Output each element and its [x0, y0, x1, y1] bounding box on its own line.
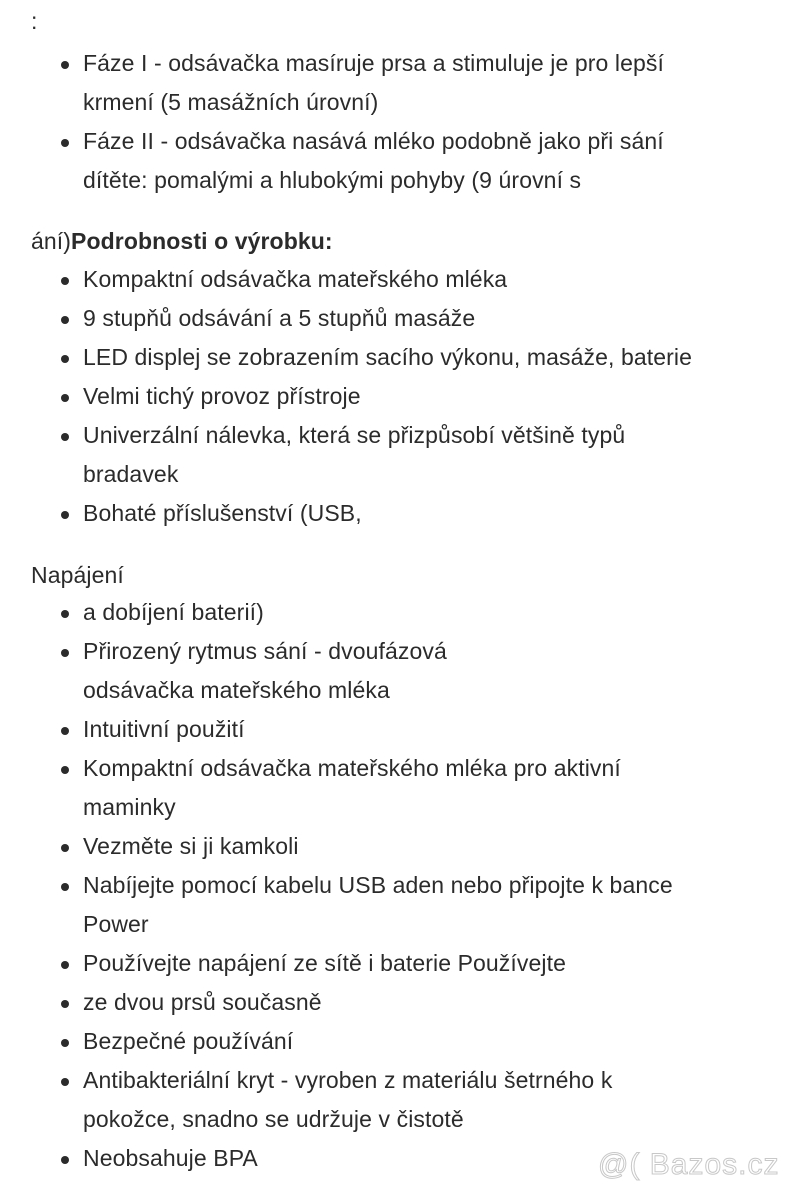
phases-list	[0, 44, 794, 200]
bullet-icon	[61, 1078, 69, 1086]
list-item: Bezpečné používání	[0, 1022, 794, 1061]
details-heading: ání)Podrobnosti o výrobku:	[31, 228, 333, 254]
bullet-icon	[61, 727, 69, 735]
bullet-icon	[61, 316, 69, 324]
list-item: Vezměte si ji kamkoli	[0, 827, 794, 866]
list-item: Nabíjejte pomocí kabelu USB aden nebo připojte k bance Power	[0, 866, 794, 944]
bullet-icon	[61, 1156, 69, 1164]
list-item: Bohaté příslušenství (USB,	[0, 494, 794, 533]
bullet-icon	[61, 883, 69, 891]
bullet-icon	[61, 277, 69, 285]
bullet-icon	[61, 61, 69, 69]
bullet-icon	[61, 961, 69, 969]
bullet-icon	[61, 139, 69, 147]
list-item: Přirozený rytmus sání - dvoufázová odsávačka mateřského mléka	[0, 632, 794, 710]
bullet-icon	[61, 1000, 69, 1008]
list-item: Fáze I - odsávačka masíruje prsa a stimuluje je pro lepší krmení (5 masážních úrovní)	[0, 44, 794, 122]
bullet-icon	[61, 766, 69, 774]
list-item: Neobsahuje BPA	[0, 1139, 794, 1178]
bullet-icon	[61, 511, 69, 519]
list-item: Kompaktní odsávačka mateřského mléka pro aktivní maminky	[0, 749, 794, 827]
list-item: a dobíjení baterií)	[0, 593, 794, 632]
power-heading: Napájení	[31, 562, 124, 588]
bullet-icon	[61, 394, 69, 402]
features-list	[0, 593, 794, 1178]
details-list	[0, 260, 794, 533]
bullet-icon	[61, 844, 69, 852]
bullet-icon	[61, 355, 69, 363]
list-item: Používejte napájení ze sítě i baterie Používejte	[0, 944, 794, 983]
list-item: Fáze II - odsávačka nasává mléko podobně jako při sání dítěte: pomalými a hlubokými pohyby (9 úrovní s	[0, 122, 794, 200]
list-item: LED displej se zobrazením sacího výkonu, masáže, baterie	[0, 338, 794, 377]
leading-colon: :	[31, 8, 38, 34]
bazos-watermark: @( Bazos.cz	[598, 1148, 780, 1181]
list-item: Antibakteriální kryt - vyroben z materiálu šetrného k pokožce, snadno se udržuje v čistotě	[0, 1061, 794, 1139]
list-item: Kompaktní odsávačka mateřského mléka	[0, 260, 794, 299]
list-item: Velmi tichý provoz přístroje	[0, 377, 794, 416]
bullet-icon	[61, 610, 69, 618]
bullet-icon	[61, 1039, 69, 1047]
list-item: Univerzální nálevka, která se přizpůsobí většině typů bradavek	[0, 416, 794, 494]
list-item: ze dvou prsů současně	[0, 983, 794, 1022]
bullet-icon	[61, 433, 69, 441]
list-item: Intuitivní použití	[0, 710, 794, 749]
details-heading-bold: Podrobnosti o výrobku:	[71, 228, 333, 254]
bullet-icon	[61, 649, 69, 657]
list-item: 9 stupňů odsávání a 5 stupňů masáže	[0, 299, 794, 338]
